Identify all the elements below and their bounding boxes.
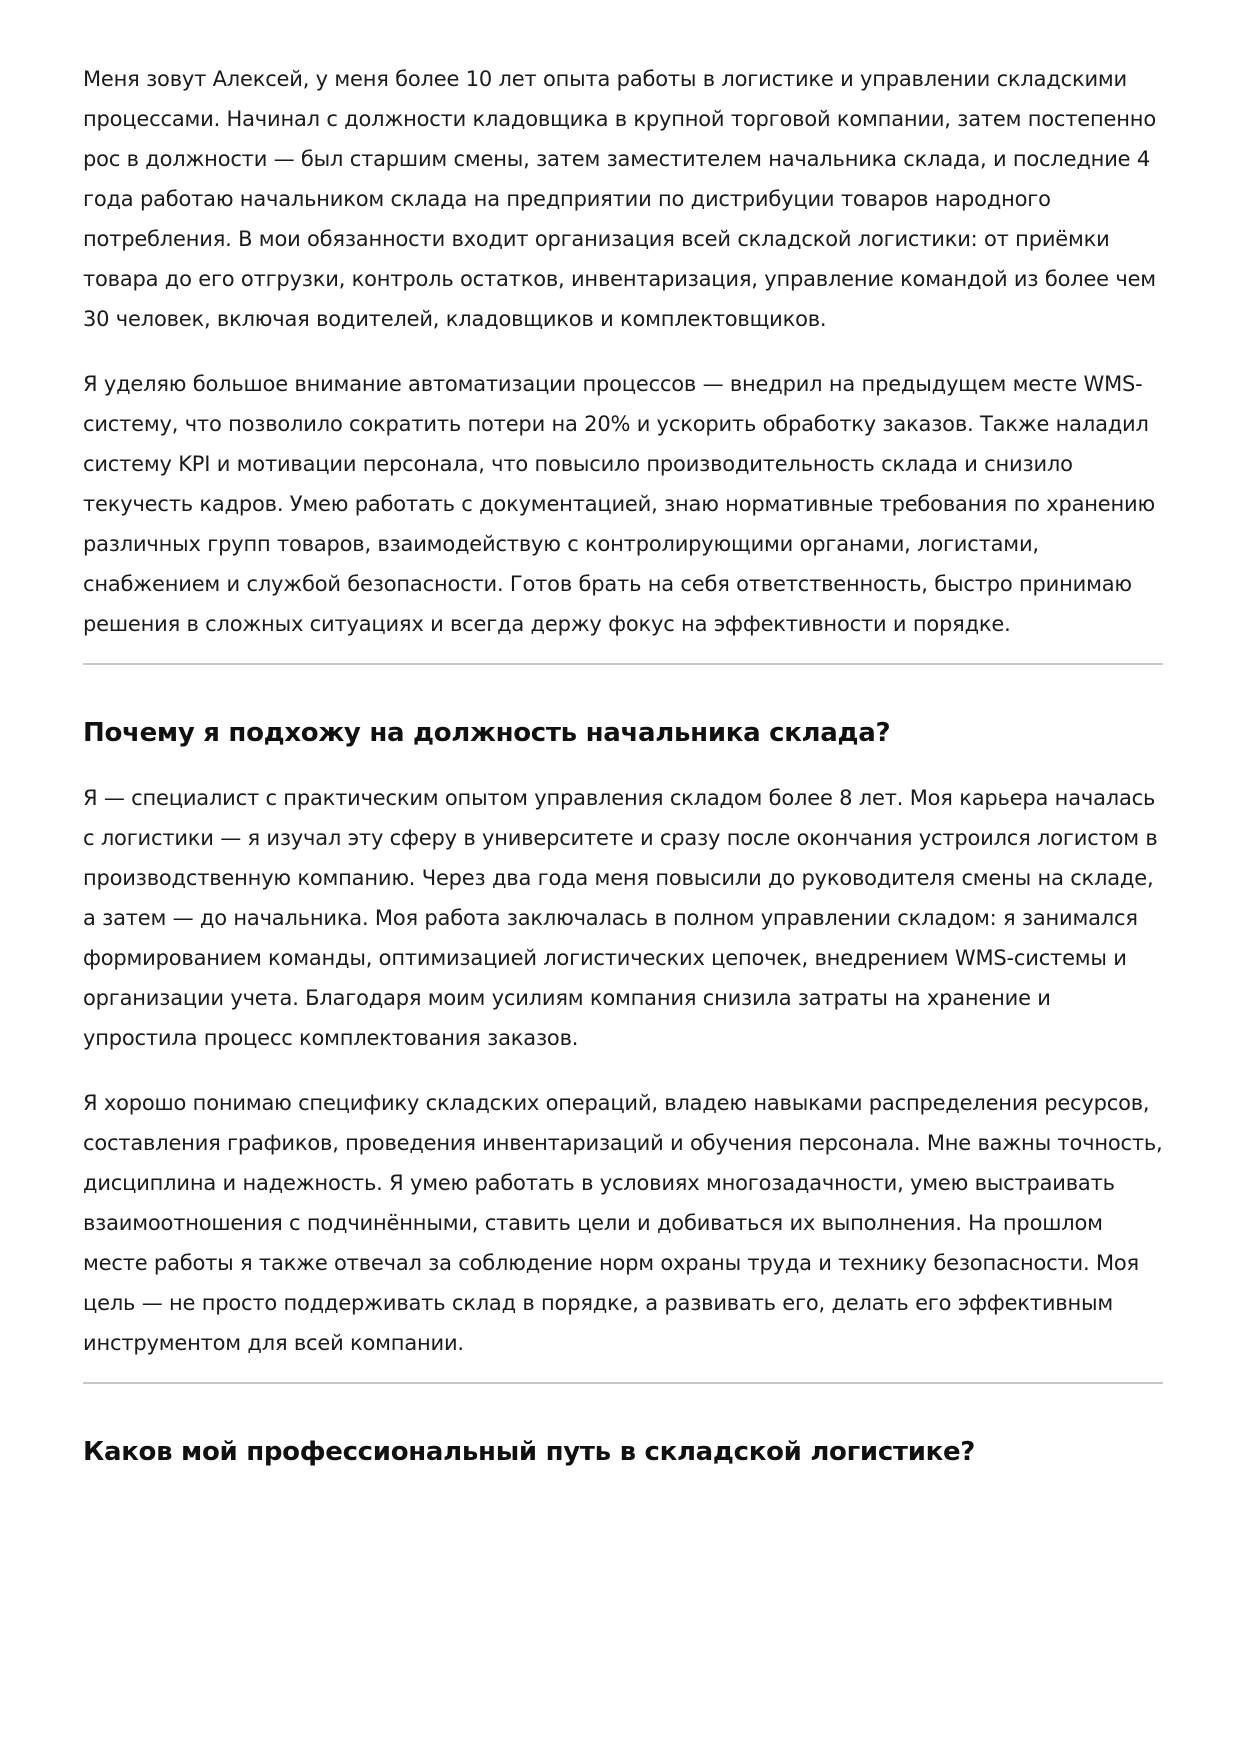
career-path-section (83, 1435, 1163, 1469)
intro-paragraph-2: Я уделяю большое внимание автоматизации процессов — внедрил на предыдущем месте WMS-систему, что позволило сократить потери на 20% и ускорить обработку заказов. Также наладил систему KPI и мотивации персонала, что повысило производительность склада и снизило текучесть кадров. Умею работать с документацией, знаю нормативные требования по хранению различных групп товаров, взаимодействую с контролирующими органами, логистами, снабжением и службой безопасности. Готов брать на себя ответственность, быстро принимаю решения в сложных ситуациях и всегда держу фокус на эффективности и порядке. (83, 372, 1155, 636)
intro-paragraph-1: Меня зовут Алексей, у меня более 10 лет опыта работы в логистике и управлении складскими процессами. Начинал с должности кладовщика в крупной торговой компании, затем постепенно рос в должности — был старшим смены, затем заместителем начальника склада, и последние 4 года работаю начальником склада на предприятии по дистрибуции товаров народного потребления. В мои обязанности входит организация всей складской логистики: от приёмки товара до его отгрузки, контроль остатков, инвентаризация, управление командой из более чем 30 человек, включая водителей, кладовщиков и комплектовщиков. (83, 67, 1156, 331)
section-heading: Каков мой профессиональный путь в складской логистике? (83, 1437, 976, 1467)
section-heading: Почему я подхожу на должность начальника склада? (83, 718, 891, 748)
intro-section (83, 59, 1163, 644)
why-fit-paragraph-1: Я — специалист с практическим опытом управления складом более 8 лет. Моя карьера началась с логистики — я изучал эту сферу в университете и сразу после окончания устроился логистом в производственную компанию. Через два года меня повысили до руководителя смены на складе, а затем — до начальника. Моя работа заключалась в полном управлении складом: я занимался формированием команды, оптимизацией логистических цепочек, внедрением WMS-системы и организации учета. Благодаря моим усилиям компания снизила затраты на хранение и упростила процесс комплектования заказов. (83, 786, 1158, 1050)
why-fit-paragraph-2: Я хорошо понимаю специфику складских операций, владею навыками распределения ресурсов, составления графиков, проведения инвентаризаций и обучения персонала. Мне важны точность, дисциплина и надежность. Я умею работать в условиях многозадачности, умею выстраивать взаимоотношения с подчинёнными, ставить цели и добиваться их выполнения. На прошлом месте работы я также отвечал за соблюдение норм охраны труда и технику безопасности. Моя цель — не просто поддерживать склад в порядке, а развивать его, делать его эффективным инструментом для всей компании. (83, 1091, 1163, 1355)
why-fit-section (83, 716, 1163, 1363)
document-page (83, 59, 1163, 1469)
